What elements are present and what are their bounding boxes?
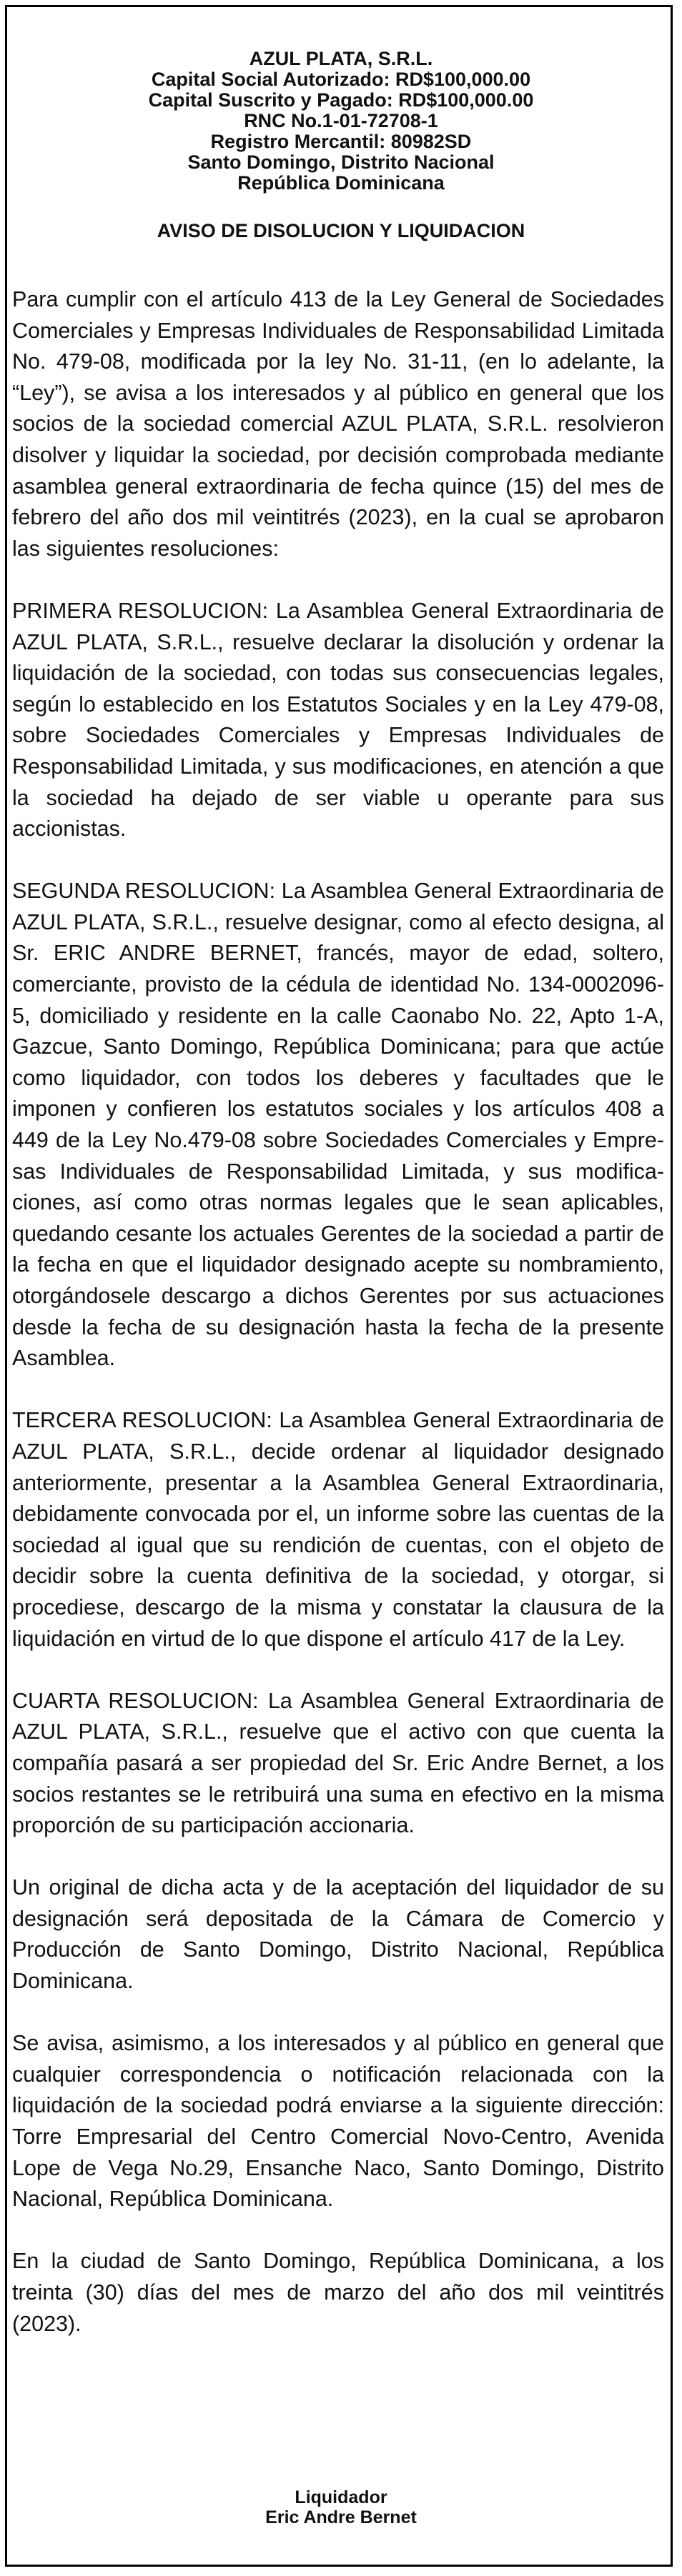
third-resolution-paragraph: TERCERA RESOLUCION: La Asamblea General Extraordinaria de AZUL PLATA, S.R.L., decide ordenar al liquidador designado anteriormente, presentar a la Asamblea General Extraordinaria, debidamente convocada por el, un informe sobre las cuentas de la sociedad al igual que su rendición de cuentas, con el objeto de decidir sobre la cuenta definitiva de la sociedad, y otorgar, si procediese, descargo de la misma y constatar la clausura de la liquidación en virtud de lo que dispone el artículo 417 de la Ley. xyxy=(12,1408,664,1651)
second-resolution-paragraph: SEGUNDA RESOLUCION: La Asamblea General Extraordinaria de AZUL PLATA, S.R.L., resuelve designar, como al efecto designa, al Sr. ERIC ANDRE BERNET, francés, mayor de edad, soltero, comerciante, provisto de la cédula de identidad No. 134-0002096-5, domiciliado y residente en la calle Caonabo No. 22, Apto 1-A, Gazcue, Santo Domingo, República Dominicana; para que actúe como liquidador, con todos los deberes y facultades que le imponen y confieren los estatutos sociales y los artículos 408 a 449 de la Ley No.479-08 sobre Sociedades Comerciales y Empresas Individuales de Responsabilidad Limitada, y sus modificaciones, así como otras normas legales que le sean aplicables, quedando cesante los actuales Gerentes de la sociedad a partir de la fecha en que el liquidador designado acepte su nombramiento, otorgándosele descargo a dichos Gerentes por sus actuaciones desde la fecha de su designación hasta la fecha de la presente Asamblea. xyxy=(12,879,664,1371)
country-line: República Dominicana xyxy=(237,172,445,194)
first-resolution-paragraph: PRIMERA RESOLUCION: La Asamblea General Extraordinaria de AZUL PLATA, S.R.L., resuelve declarar la disolución y ordenar la liquidación de la sociedad, con todas sus consecuencias legales, según lo establecido en los Estatutos Sociales y en la Ley 479-08, sobre Sociedades Comerciales y Empresas Individuales de Responsabilidad Limitada, y sus modificaciones, en atención a que la sociedad ha dejado de ser viable u operante para sus accionistas. xyxy=(12,598,664,842)
capital-paid: Capital Suscrito y Pagado: RD$100,000.00 xyxy=(148,89,534,111)
correspondence-paragraph: Se avisa, asimismo, a los interesados y al público en general que cualquier correspondencia o notificación relacionada con la liquidación de la sociedad podrá enviarse a la siguiente dirección: Torre Empresarial del Centro Comercial Novo-Centro, Avenida Lope de Vega No.29, Ensanche Naco, Santo Domingo, Distrito Nacional, República Dominicana. xyxy=(12,2031,664,2212)
city-line: Santo Domingo, Distrito Nacional xyxy=(187,151,495,173)
company-header xyxy=(0,49,682,194)
deposit-paragraph: Un original de dicha acta y de la aceptación del liquidador de su designación será depositada de la Cámara de Comercio y Producción de Santo Domingo, Distrito Nacional, República Dominicana. xyxy=(12,1875,664,1994)
signature-block xyxy=(0,2487,682,2527)
mercantile-registry: Registro Mercantil: 80982SD xyxy=(210,131,472,152)
company-name: AZUL PLATA, S.R.L. xyxy=(249,48,433,69)
date-paragraph: En la ciudad de Santo Domingo, República Dominicana, a los treinta (30) días del mes de marzo del año dos mil veintitrés (2023). xyxy=(12,2249,664,2336)
signature-name: Eric Andre Bernet xyxy=(265,2507,417,2527)
capital-authorized: Capital Social Autorizado: RD$100,000.00 xyxy=(151,69,531,90)
signature-role: Liquidador xyxy=(295,2487,387,2507)
notice-body xyxy=(12,284,664,2371)
intro-paragraph: Para cumplir con el artículo 413 de la Ley General de Sociedades Comerciales y Empresas Individuales de Responsabilidad Limitada No. 479-08, modificada por la ley No. 31-11, (en lo adelante, la “Ley”), se avisa a los interesados y al público en general que los socios de la sociedad comercial AZUL PLATA, S.R.L. resolvieron disolver y liquidar la sociedad, por decisión comprobada mediante asamblea general extraordinaria de fecha quince (15) del mes de febrero del año dos mil veintitrés (2023), en la cual se aprobaron las siguientes resoluciones: xyxy=(12,287,664,561)
notice-title: AVISO DE DISOLUCION Y LIQUIDACION xyxy=(157,220,525,241)
rnc-number: RNC No.1-01-72708-1 xyxy=(244,110,438,131)
fourth-resolution-paragraph: CUARTA RESOLUCION: La Asamblea General Extraordinaria de AZUL PLATA, S.R.L., resuelve que el activo con que cuenta la compañía pasará a ser propiedad del Sr. Eric Andre Bernet, a los socios restantes se le retribuirá una suma en efectivo en la misma proporción de su participación accionaria. xyxy=(12,1688,664,1838)
